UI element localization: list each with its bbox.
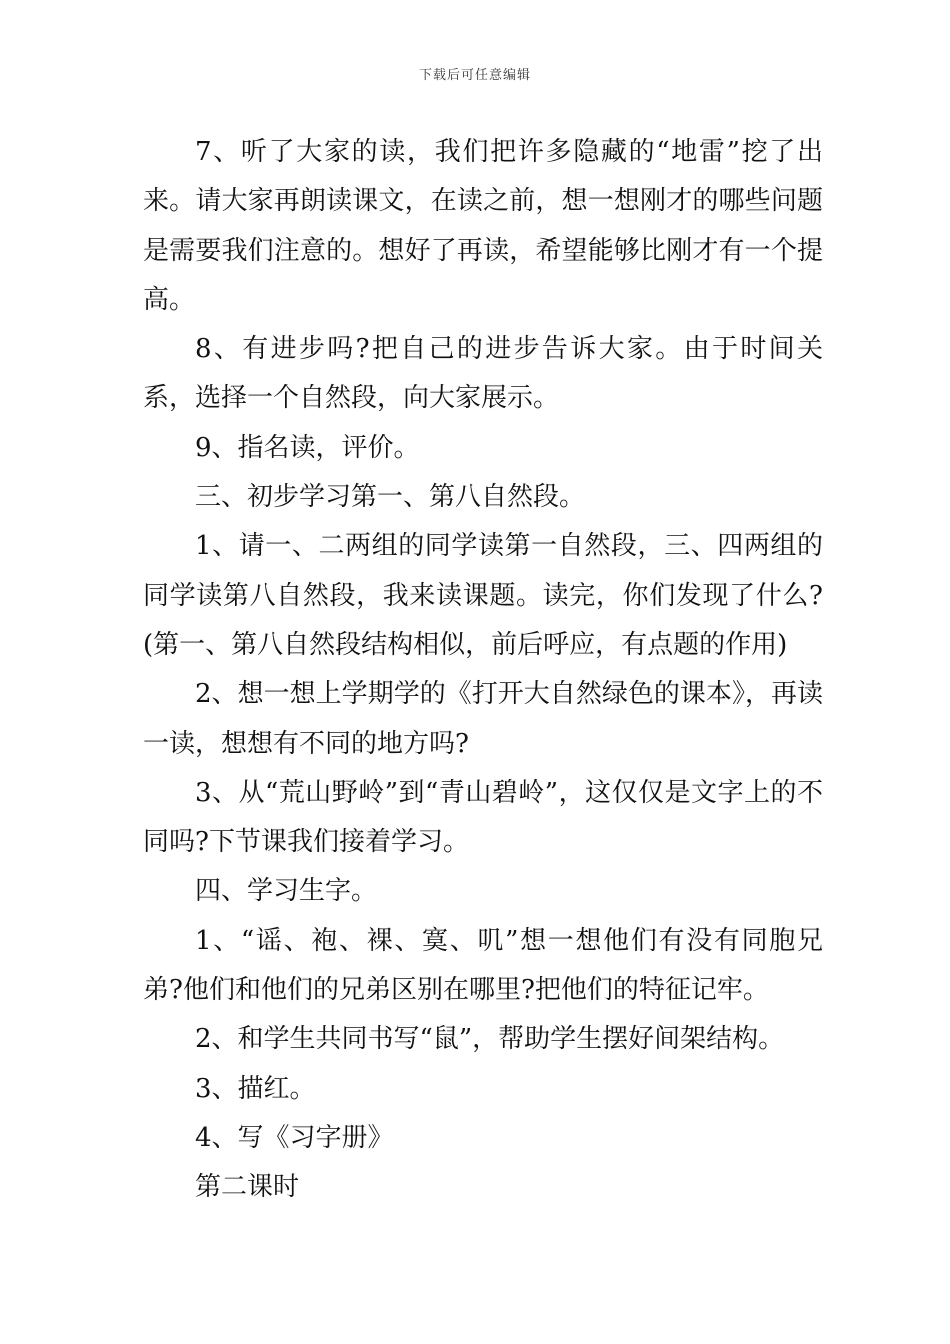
paragraph-step-8: 8、有进步吗?把自己的进步告诉大家。由于时间关系，选择一个自然段，向大家展示。	[143, 334, 823, 414]
lesson-heading: 第二课时	[195, 1172, 300, 1203]
paragraph-step-9: 9、指名读，评价。	[195, 432, 420, 463]
page-header: 下载后可任意编辑	[418, 68, 531, 83]
section-heading-4: 四、学习生字。	[195, 876, 378, 907]
document-body	[143, 128, 823, 1213]
paragraph-section4-item-2: 2、和学生共同书写“鼠”，帮助学生摆好间架结构。	[195, 1024, 785, 1055]
paragraph-section4-item-4: 4、写《习字册》	[195, 1122, 394, 1153]
section-heading-3: 三、初步学习第一、第八自然段。	[195, 482, 586, 513]
paragraph-section3-item-2: 2、想一想上学期学的《打开大自然绿色的课本》，再读一读，想想有不同的地方吗?	[143, 679, 823, 759]
paragraph-section3-item-1: 1、请一、二两组的同学读第一自然段，三、四两组的同学读第八自然段，我来读课题。读完，你们发现了什么?(第一、第八自然段结构相似，前后呼应，有点题的作用)	[143, 531, 823, 660]
paragraph-section4-item-3: 3、描红。	[195, 1073, 316, 1104]
paragraph-section3-item-3: 3、从“荒山野岭”到“青山碧岭”，这仅仅是文字上的不同吗?下节课我们接着学习。	[143, 777, 823, 858]
paragraph-step-7: 7、听了大家的读，我们把许多隐藏的“地雷”挖了出来。请大家再朗读课文，在读之前，想一想刚才的哪些问题是需要我们注意的。想好了再读，希望能够比刚才有一个提高。	[143, 137, 823, 315]
paragraph-section4-item-1: 1、“谣、袍、裸、寞、叽”想一想他们有没有同胞兄弟?他们和他们的兄弟区别在哪里?把他们的特征记牢。	[143, 925, 823, 1006]
